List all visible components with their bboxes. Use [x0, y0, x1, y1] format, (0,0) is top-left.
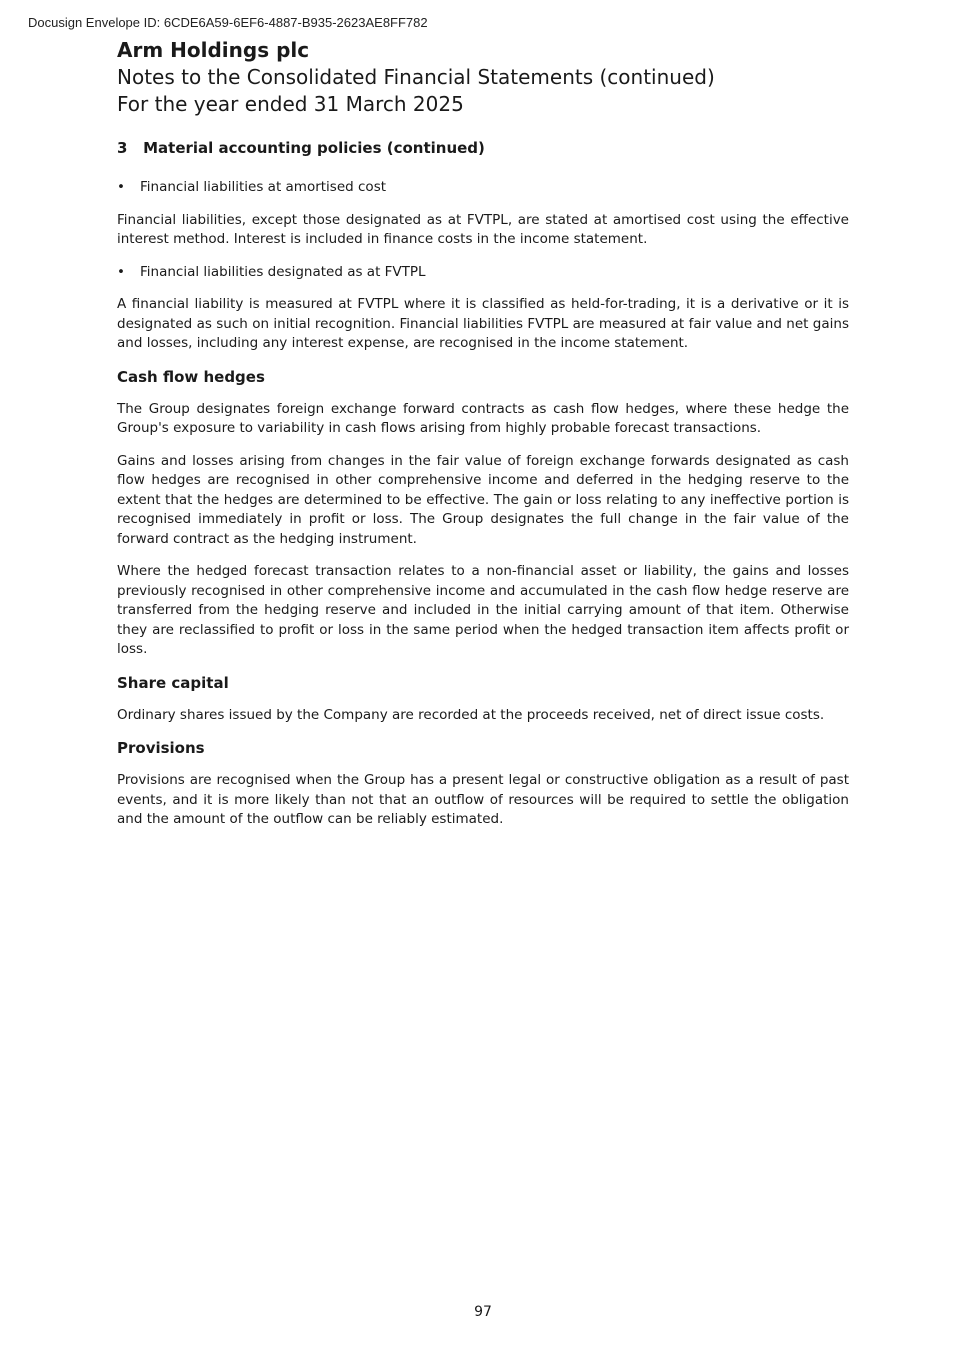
company-name: Arm Holdings plc: [117, 38, 310, 62]
section-heading: 3 Material accounting policies (continued): [117, 139, 485, 157]
paragraph: The Group designates foreign exchange forward contracts as cash flow hedges, where these hedge the Group's exposure to variability in cash flows arising from highly probable forecast transactions.: [117, 400, 849, 436]
bullet-text: Financial liabilities at amortised cost: [140, 179, 387, 195]
subheading-cash-flow-hedges: Cash flow hedges: [117, 367, 265, 386]
document-period: For the year ended 31 March 2025: [117, 92, 464, 116]
bullet-icon: •: [117, 179, 125, 195]
subheading-provisions: Provisions: [117, 739, 205, 757]
docusign-envelope-id: Docusign Envelope ID: 6CDE6A59-6EF6-4887-B935-2623AE8FF782: [28, 15, 428, 30]
paragraph: A financial liability is measured at FVTPL where it is classified as held-for-trading, it is a derivative or it is designated as such on initial recognition. Financial liabilities FVTPL are measured at fair value and net gains and losses, including any interest expense, are recognised in the income statement.: [117, 296, 849, 351]
bullet-text: Financial liabilities designated as at FVTPL: [140, 263, 426, 280]
paragraph: Provisions are recognised when the Group has a present legal or constructive obligation as a result of past events, and it is more likely than not that an outflow of resources will be required to settle the obligation and the amount of the outflow can be reliably estimated.: [117, 772, 849, 827]
paragraph: Financial liabilities, except those designated as at FVTPL, are stated at amortised cost using the effective interest method. Interest is included in finance costs in the income statement.: [117, 211, 849, 247]
document-subtitle: Notes to the Consolidated Financial Statements (continued): [117, 65, 715, 89]
page-number: 97: [474, 1304, 492, 1320]
paragraph: Gains and losses arising from changes in the fair value of foreign exchange forwards designated as cash flow hedges are recognised in other comprehensive income and deferred in the hedging reserve to the extent that the hedges are determined to be effective. The gain or loss relating to any ineffective portion is recognised immediately in profit or loss. The Group designates the full change in the fair value of the forward contract as the hedging instrument.: [117, 452, 849, 547]
paragraph: Where the hedged forecast transaction relates to a non-financial asset or liability, the gains and losses previously recognised in other comprehensive income and accumulated in the cash flow hedge reserve are transferred from the hedging reserve and included in the initial carrying amount of that item. Otherwise they are reclassified to profit or loss in the same period when the hedged transaction item affects profit or loss.: [117, 563, 849, 657]
bullet-icon: •: [117, 263, 125, 280]
bullet-item: [117, 178, 849, 198]
subheading-share-capital: Share capital: [117, 673, 229, 692]
bullet-item: [117, 263, 849, 283]
paragraph: Ordinary shares issued by the Company are recorded at the proceeds received, net of direct issue costs.: [117, 706, 825, 723]
document-body: [117, 36, 849, 830]
